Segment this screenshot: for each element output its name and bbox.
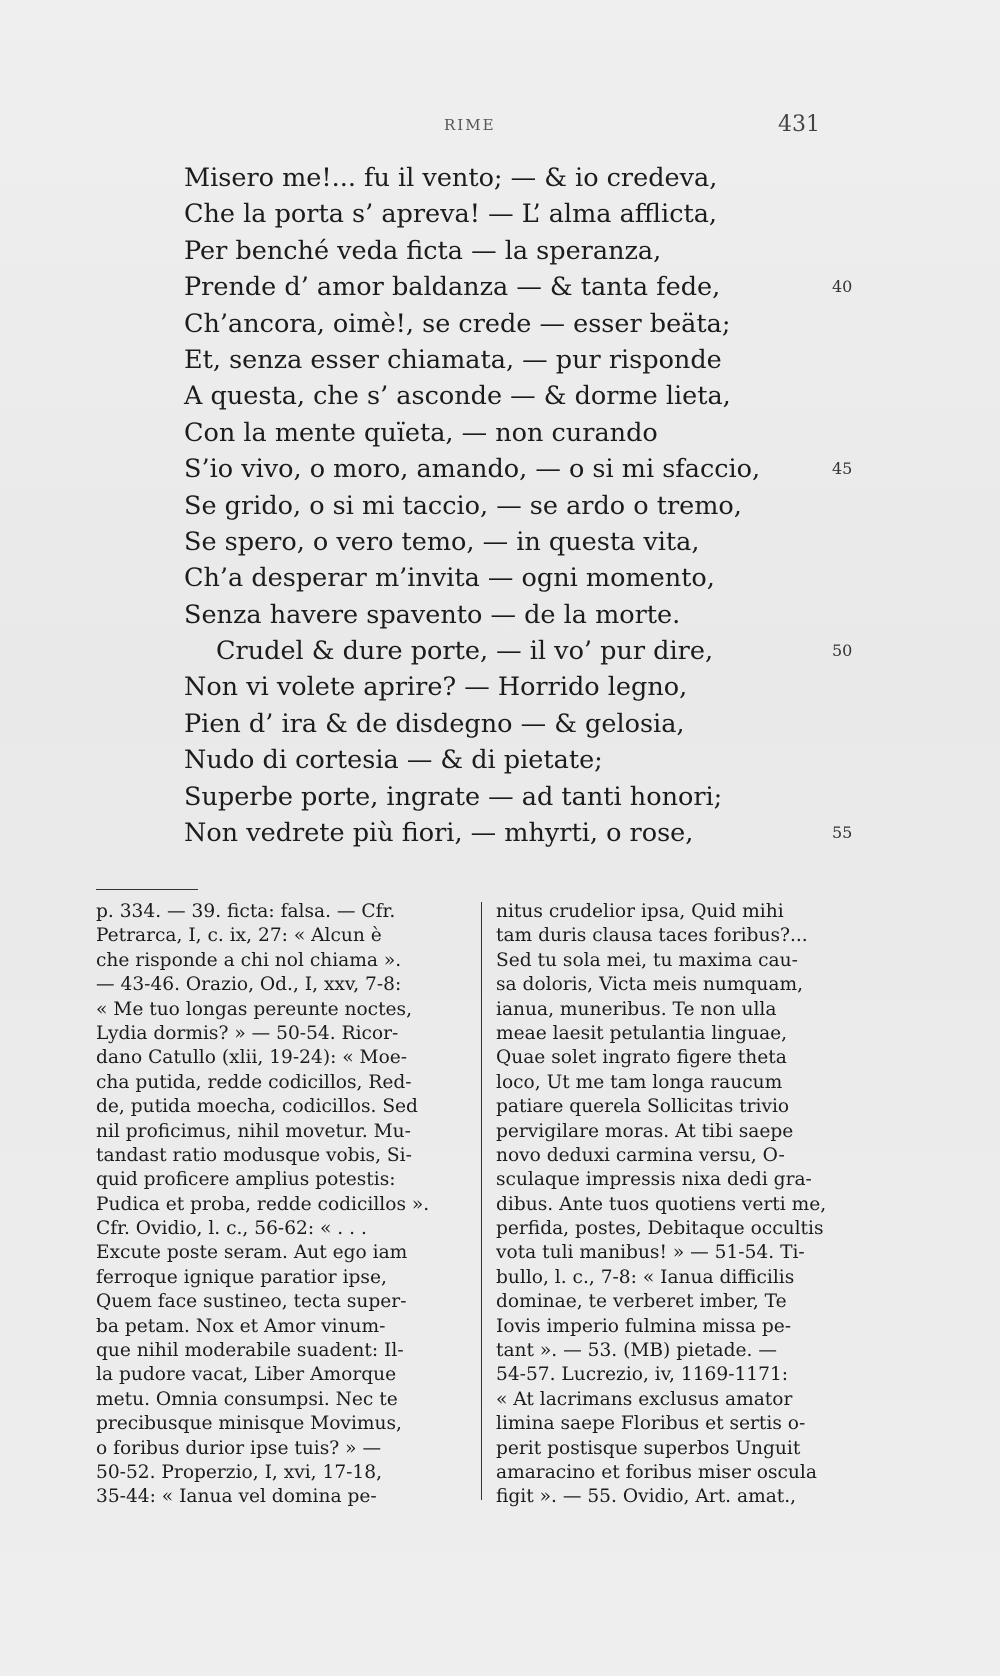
running-title: RIME [444, 116, 496, 134]
verse-text: Ch’ancora, oimè!, se crede — esser beäta; [184, 308, 731, 339]
footnote-line: che risponde a chi nol chiama ». [96, 949, 402, 971]
verse-line [0, 597, 1000, 633]
footnote-line: que nihil moderabile suadent: Il- [96, 1340, 404, 1362]
verse-text: Crudel & dure porte, — il vo’ pur dire, [216, 636, 714, 667]
verse-line [0, 342, 1000, 378]
line-number: 45 [832, 459, 853, 479]
verse-text: Pien d’ ira & de disdegno — & gelosia, [184, 708, 685, 739]
footnotes [0, 900, 1000, 1540]
footnote-line: dano Catullo (xlii, 19-24): « Moe- [96, 1047, 408, 1069]
verse-text: Se grido, o si mi taccio, — se ardo o tremo, [184, 490, 742, 521]
verse-line [0, 415, 1000, 451]
line-number: 55 [832, 823, 853, 843]
footnote-line: sculaque impressis nixa dedi gra- [496, 1169, 812, 1191]
footnote-line: sa doloris, Victa meis numquam, [496, 974, 804, 996]
verse-text: Non vedrete più fiori, — mhyrti, o rose, [184, 818, 694, 849]
verse-line [0, 488, 1000, 524]
footnote-line: ba petam. Nox et Amor vinum- [96, 1315, 386, 1337]
running-head [0, 112, 1000, 142]
verse-line [0, 196, 1000, 232]
footnote-line: Cfr. Ovidio, l. c., 56-62: « . . . [96, 1218, 367, 1240]
footnote-line: la pudore vacat, Liber Amorque [96, 1364, 397, 1386]
footnote-line: Excute poste seram. Aut ego iam [96, 1242, 408, 1264]
verse-text: Senza havere spavento — de la morte. [184, 599, 681, 630]
footnote-line: pervigilare moras. At tibi saepe [496, 1120, 794, 1142]
verse-text: Superbe porte, ingrate — ad tanti honori; [184, 781, 723, 812]
footnote-line: « At lacrimans exclusus amator [496, 1388, 793, 1410]
footnote-line: precibusque minisque Movimus, [96, 1413, 402, 1435]
column-divider [481, 902, 482, 1500]
footnote-line: quid proficere amplius potestis: [96, 1169, 396, 1191]
footnote-line: ianua, muneribus. Te non ulla [496, 998, 777, 1020]
footnote-line: patiare querela Sollicitas trivio [496, 1096, 790, 1118]
verse-text: Misero me!... fu il vento; — & io credeva, [184, 163, 718, 193]
verse-line [0, 306, 1000, 342]
footnote-line: limina saepe Floribus et sertis o- [496, 1413, 806, 1435]
page-number: 431 [778, 112, 820, 137]
footnote-line: perit postisque superbos Unguit [496, 1437, 801, 1459]
footnote-line: ferroque ignique paratior ipse, [96, 1266, 387, 1288]
footnote-line: perfida, postes, Debitaque occultis [496, 1218, 824, 1240]
verse-text: Per benché veda ficta — la speranza, [184, 235, 662, 266]
verse-line [0, 560, 1000, 596]
footnotes-left-column [96, 900, 462, 1510]
footnote-line: Quae solet ingrato figere theta [496, 1047, 787, 1069]
verse-text: Se spero, o vero temo, — in questa vita, [184, 526, 700, 557]
verse-text: Nudo di cortesia — & di pietate; [184, 745, 603, 776]
verse-text: Prende d’ amor baldanza — & tanta fede, [184, 272, 721, 303]
footnote-line: cha putida, redde codicillos, Red- [96, 1071, 412, 1093]
poem-text [0, 160, 1000, 851]
verse-line [0, 378, 1000, 414]
footnote-line: — 43-46. Orazio, Od., I, xxv, 7-8: [96, 974, 402, 996]
verse-line [0, 633, 1000, 669]
footnote-line: metu. Omnia consumpsi. Nec te [96, 1388, 398, 1410]
verse-line [0, 706, 1000, 742]
verse-text: Non vi volete aprire? — Horrido legno, [184, 672, 688, 703]
footnote-line: de, putida moecha, codicillos. Sed [96, 1096, 418, 1118]
footnote-line: « Me tuo longas pereunte noctes, [96, 998, 412, 1020]
verse-line [0, 815, 1000, 851]
footnote-line: Petrarca, I, c. ix, 27: « Alcun è [96, 925, 382, 947]
footnote-line: bullo, l. c., 7-8: « Ianua difficilis [496, 1266, 795, 1288]
verse-line [0, 160, 1000, 196]
verse-text: S’io vivo, o moro, amando, — o si mi sfaccio, [184, 454, 761, 485]
footnote-line: meae laesit petulantia linguae, [496, 1022, 788, 1044]
verse-text: Et, senza esser chiamata, — pur risponde [184, 344, 722, 375]
footnote-line: amaracino et foribus miser oscula [496, 1461, 817, 1483]
footnote-line: novo deduxi carmina versu, O- [496, 1144, 785, 1166]
verse-text: Con la mente quïeta, — non curando [184, 417, 658, 448]
verse-line [0, 779, 1000, 815]
footnote-line: dominae, te verberet imber, Te [496, 1291, 787, 1313]
footnote-line: Iovis imperio fulmina missa pe- [496, 1315, 792, 1337]
footnote-line: figit ». — 55. Ovidio, Art. amat., [496, 1486, 797, 1508]
footnote-line: 54-57. Lucrezio, iv, 1169-1171: [496, 1364, 789, 1386]
line-number: 50 [832, 641, 853, 661]
verse-text: Che la porta s’ apreva! — L’ alma afflicta, [184, 199, 718, 230]
footnote-line: tam duris clausa taces foribus?... [496, 925, 808, 947]
verse-line [0, 524, 1000, 560]
footnote-line: tant ». — 53. (MB) pietade. — [496, 1340, 777, 1362]
footnote-line: nil proficimus, nihil movetur. Mu- [96, 1120, 411, 1142]
footnote-line: tandast ratio modusque vobis, Si- [96, 1144, 412, 1166]
footnote-line: o foribus durior ipse tuis? » — [96, 1437, 382, 1459]
footnote-line: Quem face sustineo, tecta super- [96, 1291, 407, 1313]
footnote-rule [96, 889, 198, 890]
verse-text: A questa, che s’ asconde — & dorme lieta, [184, 381, 731, 412]
verse-line [0, 451, 1000, 487]
footnote-line: loco, Ut me tam longa raucum [496, 1071, 783, 1093]
verse-line [0, 233, 1000, 269]
footnote-line: Sed tu sola mei, tu maxima cau- [496, 949, 798, 971]
footnote-line: vota tuli manibus! » — 51-54. Ti- [496, 1242, 805, 1264]
footnote-line: nitus crudelior ipsa, Quid mihi [496, 901, 784, 922]
footnote-line: Lydia dormis? » — 50-54. Ricor- [96, 1022, 399, 1044]
footnotes-right-column [496, 900, 864, 1510]
footnote-line: 35-44: « Ianua vel domina pe- [96, 1486, 377, 1508]
verse-line [0, 269, 1000, 305]
verse-text: Ch’a desperar m’invita — ogni momento, [184, 563, 715, 594]
footnote-line: Pudica et proba, redde codicillos ». [96, 1193, 430, 1215]
verse-line [0, 742, 1000, 778]
footnote-line: dibus. Ante tuos quotiens verti me, [496, 1193, 827, 1215]
footnote-line: 50-52. Properzio, I, xvi, 17-18, [96, 1461, 383, 1483]
line-number: 40 [832, 277, 853, 297]
footnote-line: p. 334. — 39. ficta: falsa. — Cfr. [96, 901, 396, 922]
verse-line [0, 669, 1000, 705]
